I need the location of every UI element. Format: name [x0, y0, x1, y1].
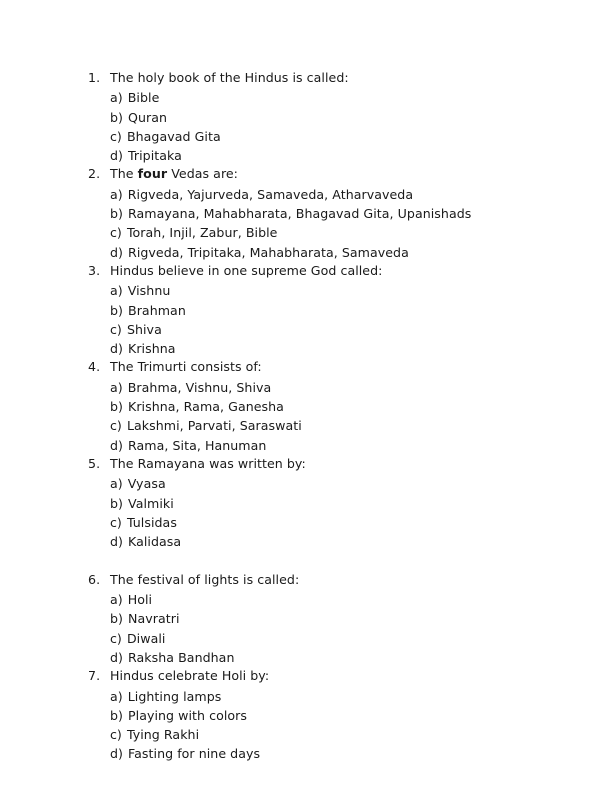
- option-text: Rama, Sita, Hanuman: [128, 437, 267, 453]
- question-block: [88, 68, 558, 164]
- answer-option[interactable]: [88, 126, 558, 145]
- question-text-segment: The Ramayana was written by:: [110, 455, 306, 471]
- option-label: d): [110, 148, 123, 164]
- option-text: Tying Rakhi: [126, 727, 200, 743]
- option-text: Quran: [128, 109, 168, 125]
- option-label: d): [110, 746, 123, 762]
- option-text: Tripitaka: [128, 148, 182, 164]
- option-text: Navratri: [128, 611, 180, 627]
- question-block: [88, 666, 558, 762]
- answer-option[interactable]: [88, 705, 558, 724]
- option-text: Krishna: [128, 341, 176, 357]
- answer-option[interactable]: [88, 724, 558, 743]
- option-label: a): [110, 283, 123, 299]
- option-label: c): [110, 225, 122, 241]
- option-text: Rigveda, Tripitaka, Mahabharata, Samaveda: [128, 244, 409, 260]
- question-line: [88, 68, 558, 87]
- option-text: Ramayana, Mahabharata, Bhagavad Gita, Upanishads: [128, 206, 472, 222]
- option-text: Krishna, Rama, Ganesha: [128, 399, 284, 415]
- question-line: [88, 570, 558, 589]
- answer-option[interactable]: [88, 280, 558, 299]
- answer-option[interactable]: [88, 743, 558, 762]
- answer-option[interactable]: [88, 589, 558, 608]
- question-text: [110, 164, 238, 183]
- answer-option[interactable]: [88, 647, 558, 666]
- answer-option[interactable]: [88, 608, 558, 627]
- answer-option[interactable]: [88, 184, 558, 203]
- answer-option[interactable]: [88, 628, 558, 647]
- answer-option[interactable]: [88, 203, 558, 222]
- question-text: [110, 357, 262, 376]
- option-text: Rigveda, Yajurveda, Samaveda, Atharvaveda: [127, 186, 414, 202]
- question-number: 1.: [88, 70, 101, 85]
- option-text: Lighting lamps: [127, 688, 222, 704]
- answer-option[interactable]: [88, 87, 558, 106]
- question-line: [88, 666, 558, 685]
- question-line: [88, 261, 558, 280]
- option-text: Valmiki: [128, 495, 174, 511]
- option-label: c): [110, 514, 122, 530]
- option-text: Torah, Injil, Zabur, Bible: [126, 225, 278, 241]
- option-label: a): [110, 592, 123, 608]
- question-text-segment: Hindus celebrate Holi by:: [110, 668, 270, 684]
- question-text-segment: Vedas are:: [167, 166, 238, 182]
- answer-option[interactable]: [88, 377, 558, 396]
- answer-option[interactable]: [88, 222, 558, 241]
- option-label: b): [110, 495, 123, 511]
- answer-option[interactable]: [88, 435, 558, 454]
- answer-option[interactable]: [88, 107, 558, 126]
- option-label: a): [110, 688, 123, 704]
- option-label: c): [110, 727, 122, 743]
- option-label: d): [110, 534, 123, 550]
- question-number: 2.: [88, 166, 101, 182]
- option-label: b): [110, 611, 123, 627]
- option-label: a): [110, 90, 123, 106]
- option-text: Lakshmi, Parvati, Saraswati: [126, 418, 302, 434]
- question-number: 5.: [88, 455, 101, 471]
- quiz-question-list: [88, 68, 558, 763]
- question-text-segment: The: [110, 166, 138, 182]
- option-text: Brahma, Vishnu, Shiva: [127, 379, 272, 395]
- option-label: a): [110, 379, 123, 395]
- option-text: Vyasa: [127, 476, 166, 492]
- option-label: d): [110, 341, 123, 357]
- question-block: [88, 357, 558, 453]
- option-label: c): [110, 128, 122, 144]
- question-line: [88, 454, 558, 473]
- question-text: [110, 570, 299, 589]
- option-label: d): [110, 244, 123, 260]
- option-text: Holi: [127, 592, 153, 608]
- option-label: b): [110, 109, 123, 125]
- answer-option[interactable]: [88, 338, 558, 357]
- option-text: Playing with colors: [128, 707, 248, 723]
- answer-option[interactable]: [88, 319, 558, 338]
- option-text: Fasting for nine days: [128, 746, 261, 762]
- answer-option[interactable]: [88, 242, 558, 261]
- option-label: a): [110, 476, 123, 492]
- question-text: [110, 454, 306, 473]
- question-emphasis: four: [137, 166, 168, 182]
- question-block: [88, 261, 558, 357]
- answer-option[interactable]: [88, 415, 558, 434]
- question-number: 7.: [88, 668, 101, 684]
- question-number: 6.: [88, 571, 101, 587]
- option-label: a): [110, 186, 123, 202]
- question-block: [88, 164, 558, 260]
- option-text: Raksha Bandhan: [128, 649, 235, 665]
- question-block: [88, 570, 558, 666]
- option-text: Shiva: [126, 321, 162, 337]
- option-label: d): [110, 649, 123, 665]
- option-text: Brahman: [128, 302, 186, 318]
- option-text: Tulsidas: [126, 514, 177, 530]
- option-text: Vishnu: [127, 283, 171, 299]
- option-label: b): [110, 206, 123, 222]
- answer-option[interactable]: [88, 686, 558, 705]
- option-label: d): [110, 437, 123, 453]
- option-text: Bhagavad Gita: [126, 128, 221, 144]
- answer-option[interactable]: [88, 531, 558, 550]
- option-label: c): [110, 630, 122, 646]
- option-text: Kalidasa: [128, 534, 182, 550]
- question-text-segment: The Trimurti consists of:: [110, 359, 262, 375]
- answer-option[interactable]: [88, 145, 558, 164]
- answer-option[interactable]: [88, 493, 558, 512]
- question-text: [110, 68, 349, 87]
- question-number: 3.: [88, 262, 101, 278]
- option-label: c): [110, 418, 122, 434]
- question-text-segment: The holy book of the Hindus is called:: [110, 70, 349, 85]
- answer-option[interactable]: [88, 473, 558, 492]
- question-text: [110, 261, 382, 280]
- option-label: c): [110, 321, 122, 337]
- answer-option[interactable]: [88, 300, 558, 319]
- question-text: [110, 666, 269, 685]
- question-line: [88, 164, 558, 183]
- question-line: [88, 357, 558, 376]
- option-label: b): [110, 707, 123, 723]
- option-text: Bible: [127, 90, 160, 106]
- question-text-segment: Hindus believe in one supreme God called:: [110, 262, 383, 278]
- question-block: [88, 454, 558, 550]
- option-label: b): [110, 399, 123, 415]
- answer-option[interactable]: [88, 512, 558, 531]
- option-text: Diwali: [126, 630, 166, 646]
- option-label: b): [110, 302, 123, 318]
- question-text-segment: The festival of lights is called:: [110, 571, 300, 587]
- answer-option[interactable]: [88, 396, 558, 415]
- question-number: 4.: [88, 359, 101, 375]
